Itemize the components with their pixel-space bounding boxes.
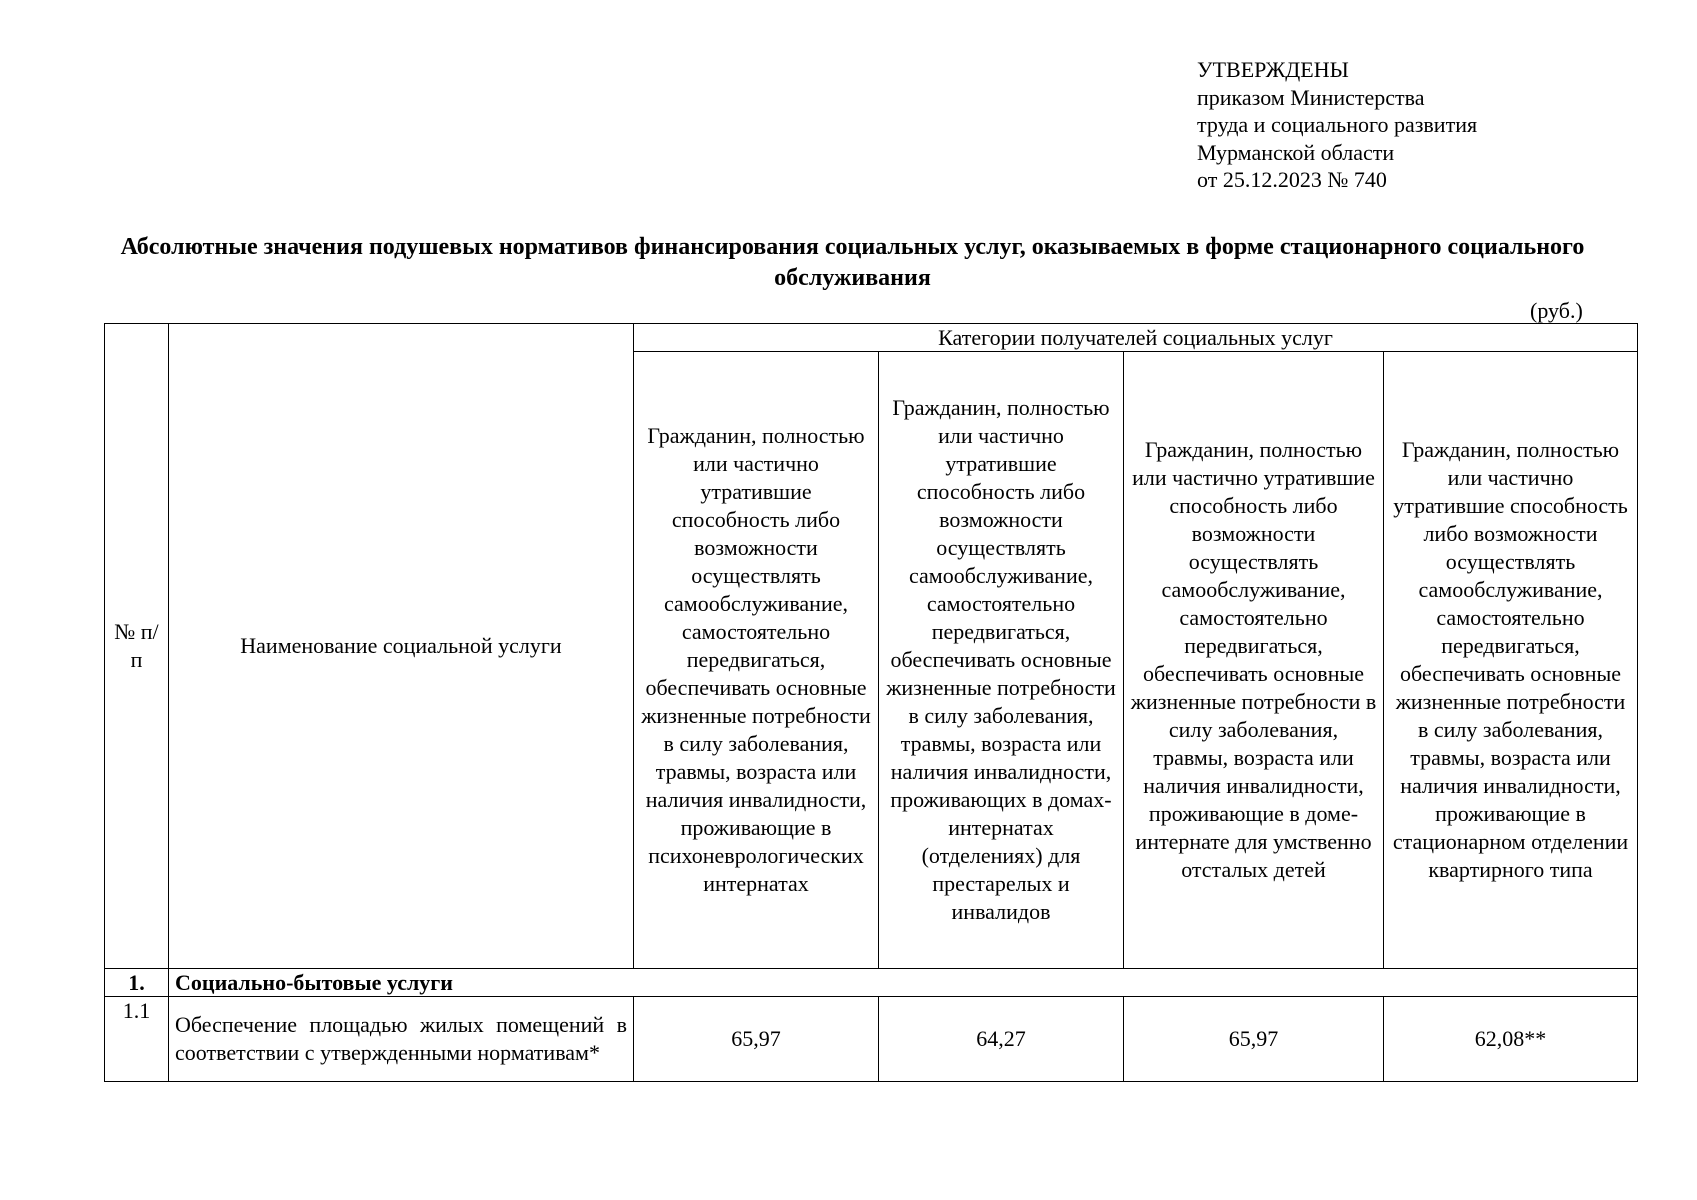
categories-header: Категории получателей социальных услуг: [634, 324, 1638, 352]
approval-line: УТВЕРЖДЕНЫ: [1197, 57, 1349, 82]
row-number: 1.1: [105, 997, 169, 1082]
approval-line: Мурманской области: [1197, 139, 1395, 165]
category-header-4: Гражданин, полностью или частично утратившие способность либо возможности осуществлять самообслуживание, самостоятельно передвигаться, обеспечивать основные жизненные потребности в силу заболевания, травмы, возраста или наличия инвалидности, проживающие в стационарном отделении квартирного типа: [1384, 352, 1638, 969]
approval-line: от 25.12.2023 № 740: [1197, 167, 1387, 192]
category-header-1: Гражданин, полностью или частично утратившие способность либо возможности осуществлять самообслуживание, самостоятельно передвигаться, обеспечивать основные жизненные потребности в силу заболевания, травмы, возраста или наличия инвалидности, проживающие в психоневрологических интернатах: [634, 352, 879, 969]
table-row: [105, 997, 1638, 1082]
approval-stamp: [1197, 56, 1477, 194]
section-number: 1.: [105, 969, 169, 997]
norms-table: [104, 323, 1638, 1082]
value-cell: 65,97: [634, 997, 879, 1082]
value-cell: 64,27: [879, 997, 1124, 1082]
document-title: Абсолютные значения подушевых нормативов финансирования социальных услуг, оказываемых в форме стационарного социального обслуживания: [120, 234, 1585, 291]
service-name: Обеспечение площадью жилых помещений в соответствии с утвержденными нормативам*: [169, 997, 634, 1082]
approval-line: приказом Министерства: [1197, 84, 1425, 110]
section-label: Социально-бытовые услуги: [169, 969, 1638, 997]
category-header-3: Гражданин, полностью или частично утратившие способность либо возможности осуществлять самообслуживание, самостоятельно передвигаться, обеспечивать основные жизненные потребности в силу заболевания, травмы, возраста или наличия инвалидности, проживающие в доме-интернате для умственно отсталых детей: [1124, 352, 1384, 969]
currency-unit: (руб.): [1530, 298, 1583, 323]
value-cell: 65,97: [1124, 997, 1384, 1082]
value-cell: 62,08**: [1384, 997, 1638, 1082]
section-row: [105, 969, 1638, 997]
col-header-number: № п/п: [105, 324, 169, 969]
col-header-service-name: Наименование социальной услуги: [169, 324, 634, 969]
approval-line: труда и социального развития: [1197, 112, 1478, 137]
category-header-2: Гражданин, полностью или частично утратившие способность либо возможности осуществлять самообслуживание, самостоятельно передвигаться, обеспечивать основные жизненные потребности в силу заболевания, травмы, возраста или наличия инвалидности, проживающих в домах-интернатах (отделениях) для престарелых и инвалидов: [879, 352, 1124, 969]
